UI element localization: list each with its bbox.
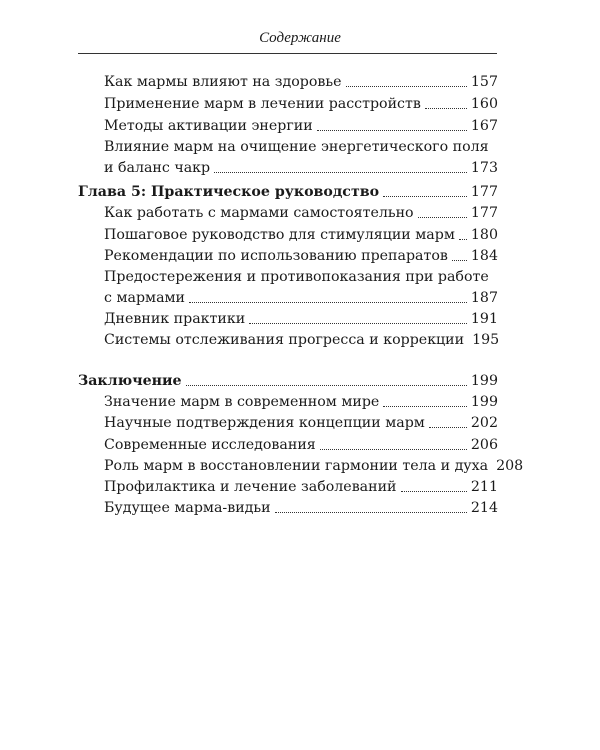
toc-entry-label: Дневник практики (104, 311, 246, 327)
page-header-title: Содержание (259, 30, 341, 46)
toc-entry-label: Значение марм в современном мире (104, 394, 380, 410)
toc-entry-label: Научные подтверждения концепции марм (104, 415, 425, 431)
toc-chapter-page: 199 (470, 373, 498, 389)
toc-entry-page: 211 (470, 479, 498, 495)
toc-entry-label: Системы отслеживания прогресса и коррекции (104, 332, 465, 348)
toc-entry[interactable] (104, 436, 498, 454)
toc-entry-label: Роль марм в восстановлении гармонии тела и духа (104, 458, 489, 474)
toc-entry-page: 160 (470, 96, 498, 112)
toc-entry-page: 199 (470, 394, 498, 410)
toc-entry-label-line1: Предостережения и противопоказания при работе (104, 269, 489, 285)
toc-entry-label: Как работать с мармами самостоятельно (104, 205, 414, 221)
toc-entry-page: 184 (470, 248, 498, 264)
toc-chapter-page: 177 (470, 184, 498, 200)
toc-entry[interactable] (104, 457, 524, 475)
toc-entry-label: Пошаговое руководство для стимуляции марм (104, 227, 455, 243)
leader-dots (383, 195, 467, 197)
toc-entry[interactable] (104, 247, 498, 265)
toc-entry[interactable] (104, 414, 498, 432)
toc-entry-page: 195 (472, 332, 500, 348)
toc-chapter-label: Заключение (78, 373, 182, 389)
toc-entry-page: 206 (470, 437, 498, 453)
toc-entry-page: 177 (470, 205, 498, 221)
toc-conclusion[interactable] (78, 372, 498, 390)
toc-entry-page: 167 (470, 118, 498, 134)
leader-dots (383, 405, 467, 407)
toc-entry-label: Методы активации энергии (104, 118, 313, 134)
leader-dots (320, 448, 467, 450)
toc-entry[interactable] (104, 226, 498, 244)
toc-entry[interactable] (104, 393, 498, 411)
leader-dots (452, 259, 467, 261)
toc-entry-page: 187 (470, 290, 498, 306)
toc-entry-label: Современные исследования (104, 437, 316, 453)
leader-dots (249, 322, 467, 324)
toc-entry-label: Применение марм в лечении расстройств (104, 96, 421, 112)
toc-entry-label: Рекомендации по использованию препаратов (104, 248, 448, 264)
toc-entry[interactable] (104, 310, 498, 328)
toc-entry-label: Будущее марма-видьи (104, 500, 271, 516)
leader-dots (317, 129, 467, 131)
leader-dots (425, 107, 467, 109)
leader-dots (429, 426, 467, 428)
toc-entry-page: 180 (470, 227, 498, 243)
toc-entry-page: 208 (496, 458, 524, 474)
header-rule (78, 53, 497, 54)
toc-entry[interactable] (104, 331, 498, 349)
toc-entry[interactable] (104, 117, 498, 135)
toc-entry-label: Профилактика и лечение заболеваний (104, 479, 397, 495)
toc-entry-page: 214 (470, 500, 498, 516)
toc-entry[interactable] (104, 73, 498, 91)
toc-entry[interactable] (104, 289, 498, 307)
toc-entry-label: с мармами (104, 290, 186, 306)
toc-entry-page: 191 (470, 311, 498, 327)
leader-dots (214, 171, 467, 173)
leader-dots (186, 384, 467, 386)
leader-dots (275, 511, 467, 513)
toc-entry-label: Как мармы влияют на здоровье (104, 74, 342, 90)
toc-chapter-label: Глава 5: Практическое руководство (78, 184, 380, 200)
leader-dots (189, 301, 467, 303)
toc-entry-label: и баланс чакр (104, 160, 211, 176)
toc-entry-label-line1: Влияние марм на очищение энергетического поля (104, 139, 489, 155)
toc-chapter-5[interactable] (78, 183, 498, 201)
toc-entry-page: 157 (470, 74, 498, 90)
toc-entry[interactable] (104, 95, 498, 113)
toc-entry-page: 173 (470, 160, 498, 176)
leader-dots (459, 238, 467, 240)
toc-entry-page: 202 (470, 415, 498, 431)
toc-entry[interactable] (104, 478, 498, 496)
toc-entry[interactable] (104, 499, 498, 517)
toc-entry[interactable] (104, 204, 498, 222)
leader-dots (418, 216, 467, 218)
toc-entry[interactable] (104, 159, 498, 177)
leader-dots (401, 490, 467, 492)
leader-dots (346, 85, 467, 87)
